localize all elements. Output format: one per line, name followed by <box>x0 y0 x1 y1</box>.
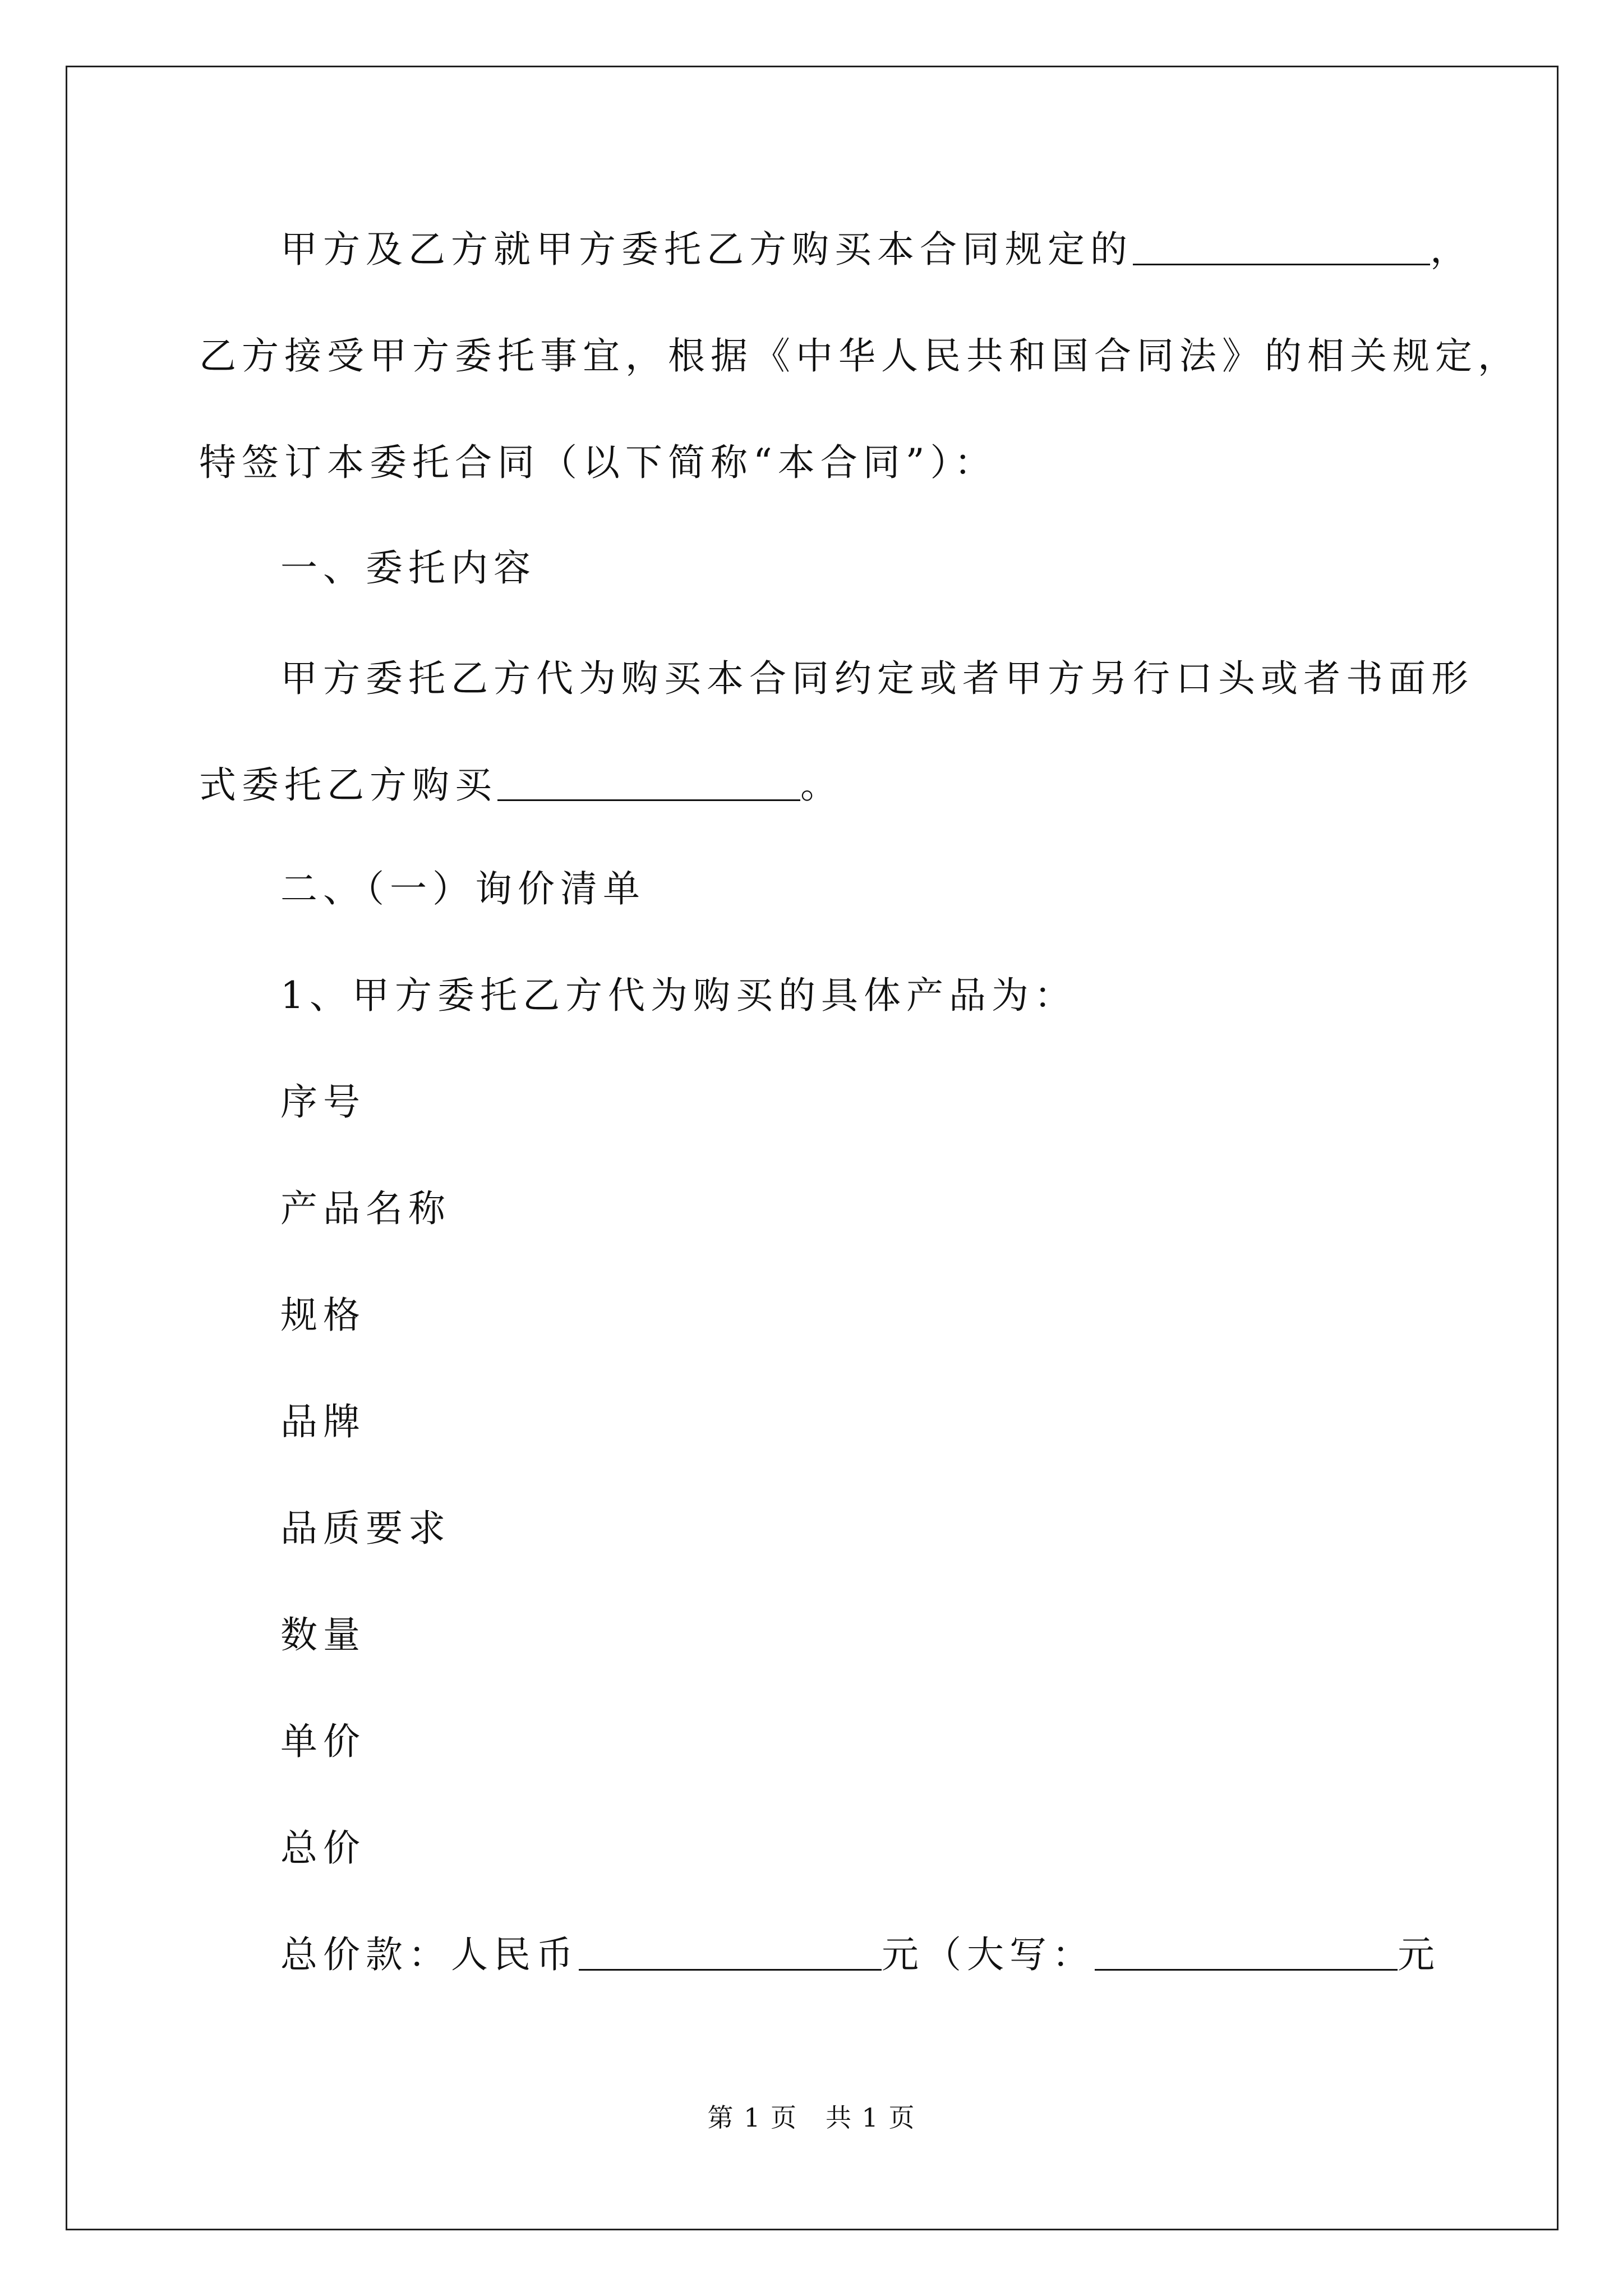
total-price-end: 元 <box>1398 1933 1440 1976</box>
field-product-name: 产品名称 <box>280 1187 451 1230</box>
footer-page-number: 第 1 页 <box>707 2102 798 2133</box>
field-serial-number: 序号 <box>280 1080 366 1124</box>
blank-field-purchase-content[interactable] <box>497 762 800 801</box>
field-brand: 品牌 <box>280 1400 366 1443</box>
field-total-price: 总价 <box>280 1826 366 1870</box>
field-quantity: 数量 <box>280 1613 366 1657</box>
para2-line1: 甲方委托乙方代为购买本合同约定或者甲方另行口头或者书面形 <box>280 657 1474 700</box>
para1-line2: 乙方接受甲方委托事宜，根据《中华人民共和国合同法》的相关规定， <box>199 334 1520 378</box>
para1-line1-comma: ， <box>1430 228 1473 271</box>
footer-total-pages: 共 1 页 <box>825 2102 916 2133</box>
section1-heading: 一、委托内容 <box>280 546 536 590</box>
field-unit-price: 单价 <box>280 1720 366 1763</box>
page-footer <box>0 2101 1623 2134</box>
total-price-label: 总价款：人民币 <box>280 1933 579 1976</box>
para1-line1-text: 甲方及乙方就甲方委托乙方购买本合同规定的 <box>280 228 1133 271</box>
page-border <box>66 66 1559 2230</box>
field-quality-requirements: 品质要求 <box>280 1507 451 1550</box>
para2-line2-period: 。 <box>800 763 843 807</box>
para2-line2 <box>199 760 843 811</box>
blank-field-total-amount[interactable] <box>579 1932 882 1971</box>
para1-line3: 特签订本委托合同（以下简称“本合同”）： <box>199 441 997 484</box>
total-price-line <box>280 1930 1440 1980</box>
para2-line2-text: 式委托乙方购买 <box>199 763 497 807</box>
para1-line1 <box>280 224 1473 275</box>
section2-heading: 二、（一）询价清单 <box>280 867 645 910</box>
field-specification: 规格 <box>280 1294 366 1337</box>
item1-text: 1、甲方委托乙方代为购买的具体产品为： <box>280 974 1077 1017</box>
blank-field-total-amount-uppercase[interactable] <box>1095 1932 1398 1971</box>
total-price-unit: 元（大写： <box>882 1933 1095 1976</box>
blank-field-purchase-item[interactable] <box>1133 227 1430 265</box>
